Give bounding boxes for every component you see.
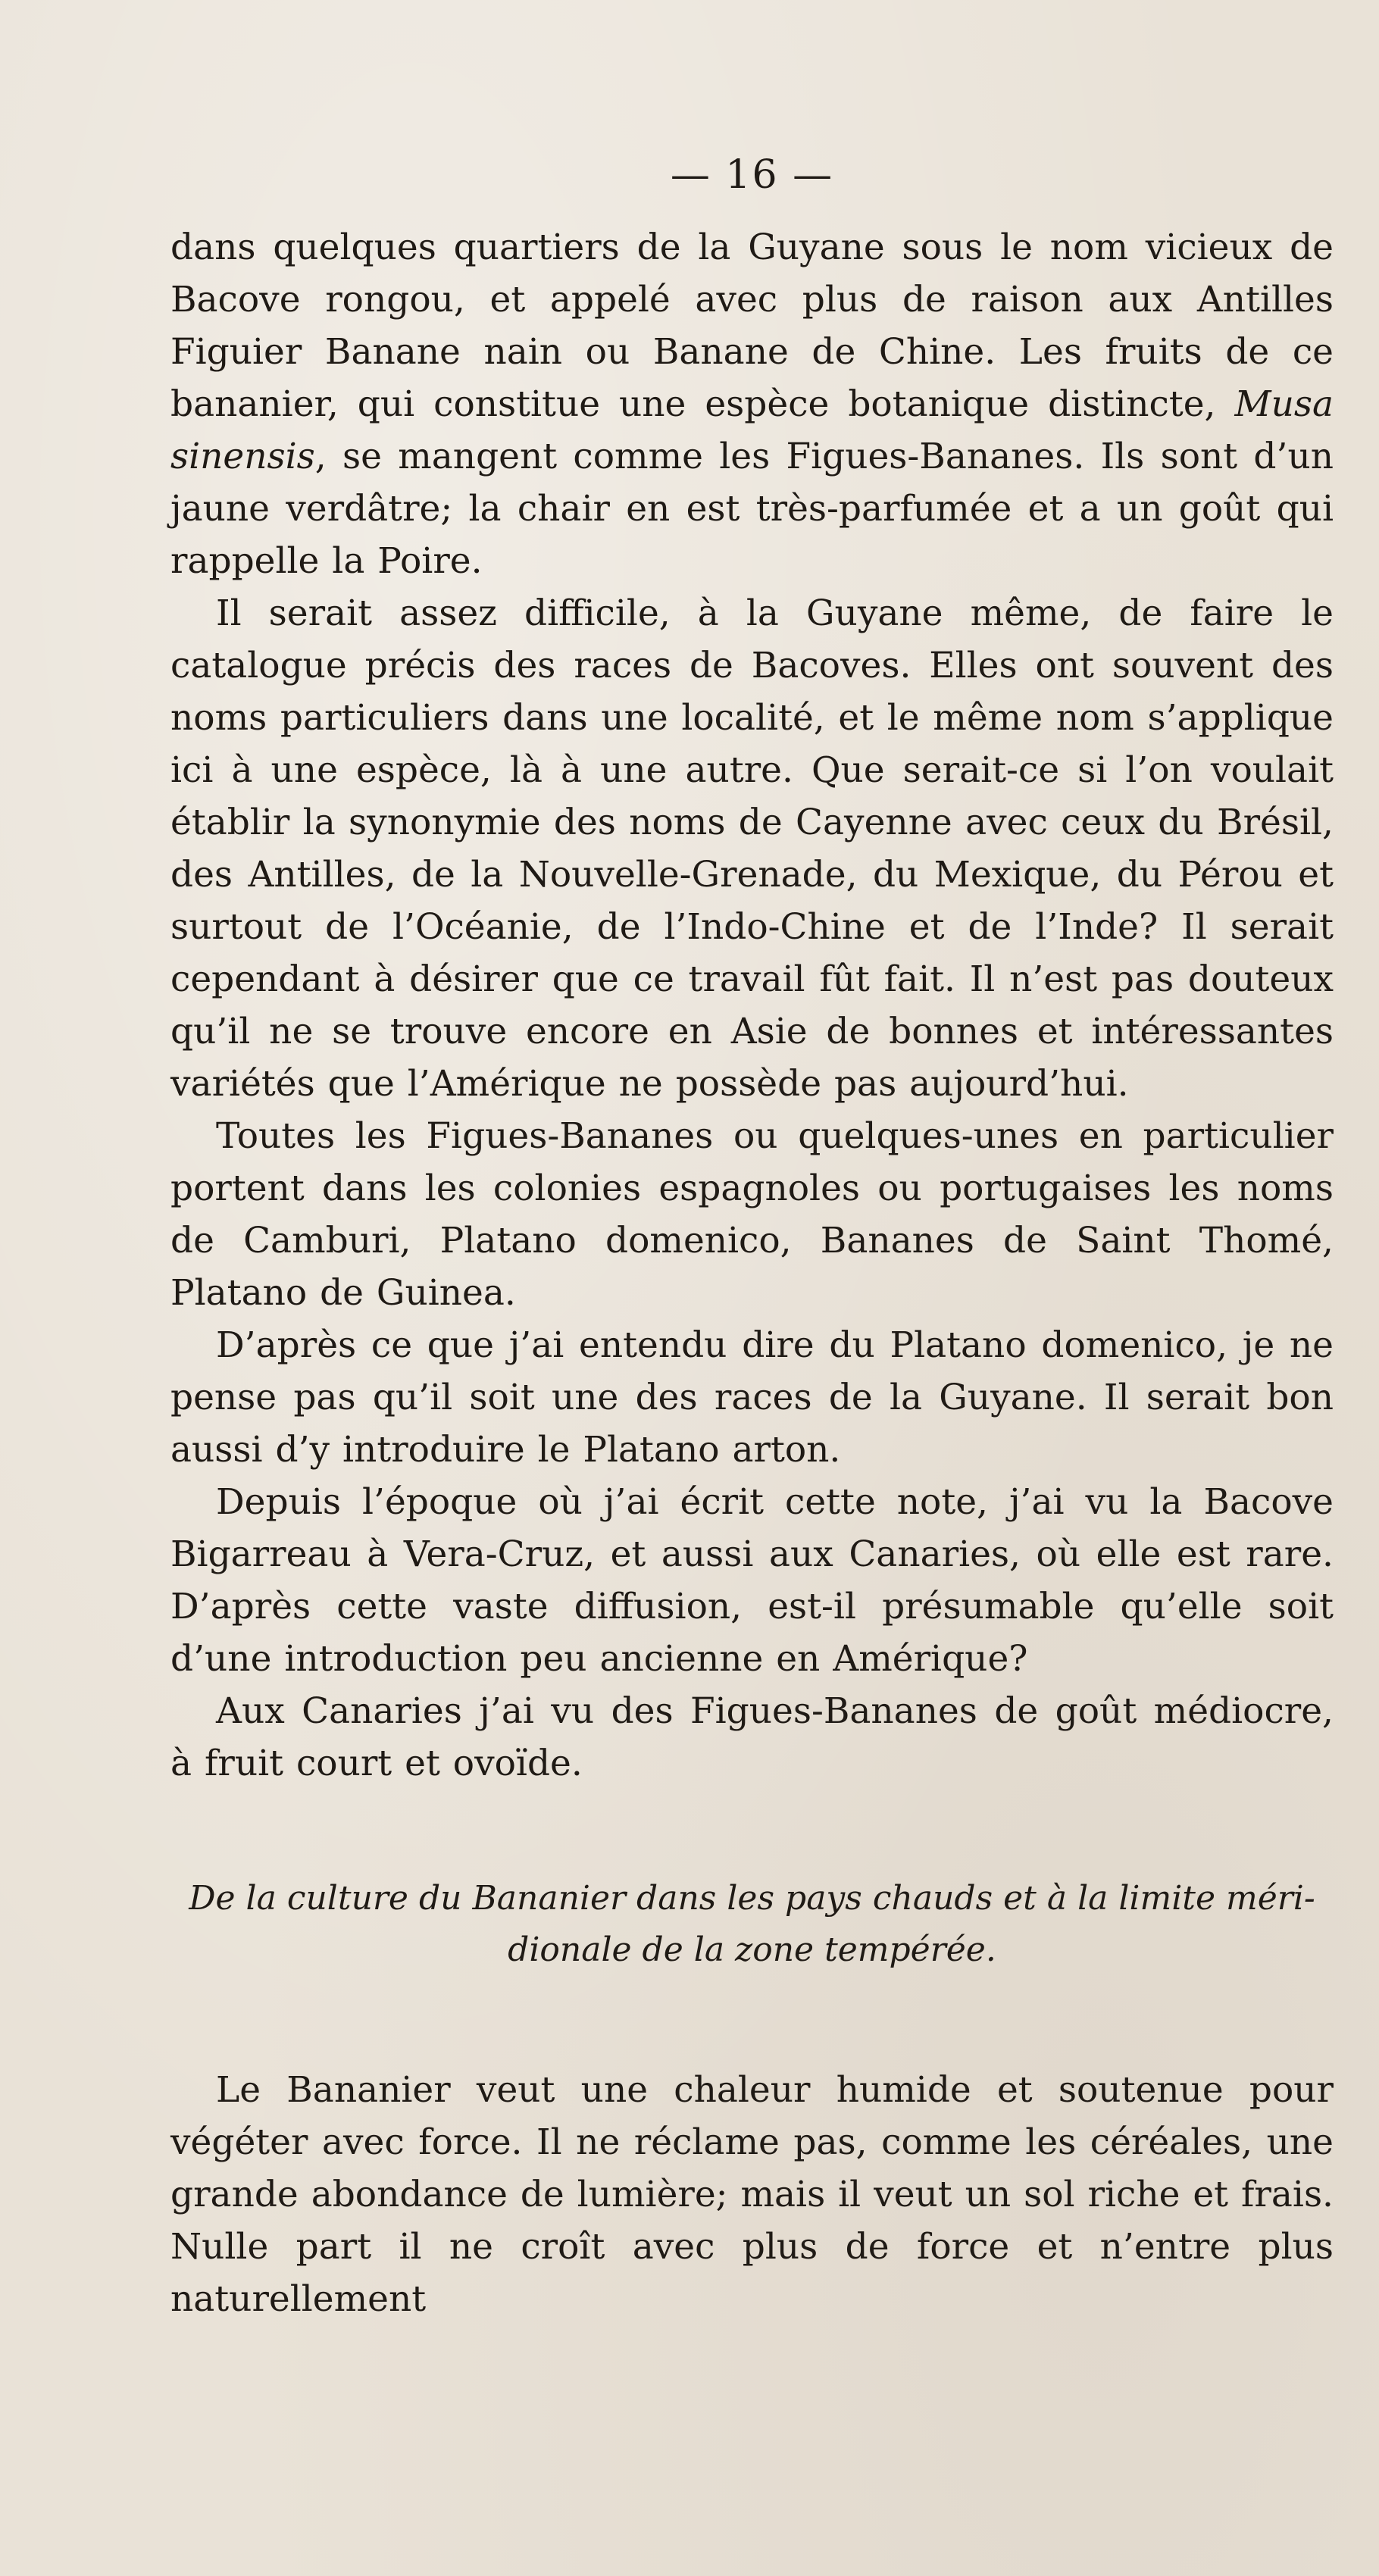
paragraph-4: D’après ce que j’ai entendu dire du Platano domenico, je ne pense pas qu’il soit une des races de la Guyane. Il serait bon aussi d’y introduire le Platano arton. <box>170 1324 1334 1471</box>
page-number: — 16 — <box>670 152 834 198</box>
paragraph-3: Toutes les Figues-Bananes ou quelques-unes en particulier portent dans les colonies espagnoles ou portugaises les noms de Camburi, Platano domenico, Bananes de Saint Thomé, Platano de Guinea. <box>170 1115 1334 1314</box>
paragraph-2: Il serait assez difficile, à la Guyane même, de faire le catalogue précis des races de Bacoves. Elles ont souvent des noms particuliers dans une localité, et le même nom s’applique ici à une espèce, là à une autre. Que serait-ce si l’on voulait établir la synonymie des noms de Cayenne avec ceux du Brésil, des Antilles, de la Nouvelle-Grenade, du Mexique, du Pérou et surtout de l’Océanie, de l’Indo-Chine et de l’Inde? Il serait cependant à désirer que ce travail fût fait. Il n’est pas douteux qu’il ne se trouve encore en Asie de bonnes et intéressantes variétés que l’Amérique ne possède pas aujourd’hui. <box>170 592 1334 1105</box>
paragraph-5: Depuis l’époque où j’ai écrit cette note, j’ai vu la Bacove Bigarreau à Vera-Cruz, et aussi aux Canaries, où elle est rare. D’après cette vaste diffusion, est-il présumable qu’elle soit d’une introduction peu ancienne en Amérique? <box>170 1481 1334 1680</box>
paragraph-1-text-before: dans quelques quartiers de la Guyane sous le nom vicieux de Bacove rongou, et appelé avec plus de raison aux Antilles Figuier Banane nain ou Banane de Chine. Les fruits de ce bananier, qui constitue une espèce botanique distincte, <box>170 227 1334 425</box>
section-heading <box>170 1873 1334 1976</box>
paragraph-6: Aux Canaries j’ai vu des Figues-Bananes de goût médiocre, à fruit court et ovoïde. <box>170 1690 1334 1784</box>
section-heading-line-1: De la culture du Bananier dans les pays chauds et à la limite méri- <box>189 1879 1315 1918</box>
species-name-italic: Musa sinensis <box>170 383 1334 477</box>
paragraph-1-text-after: , se mangent comme les Figues-Bananes. Ils sont d’un jaune verdâtre; la chair en est très-parfumée et a un goût qui rappelle la Poire. <box>170 436 1334 582</box>
paragraph-1 <box>170 221 1334 587</box>
section-heading-line-2: dionale de la zone tempérée. <box>508 1930 996 1969</box>
paragraph-7: Le Bananier veut une chaleur humide et soutenue pour végéter avec force. Il ne réclame pas, comme les céréales, une grande abondance de lumière; mais il veut un sol riche et frais. Nulle part il ne croît avec plus de force et n’entre plus naturellement <box>170 2069 1334 2320</box>
